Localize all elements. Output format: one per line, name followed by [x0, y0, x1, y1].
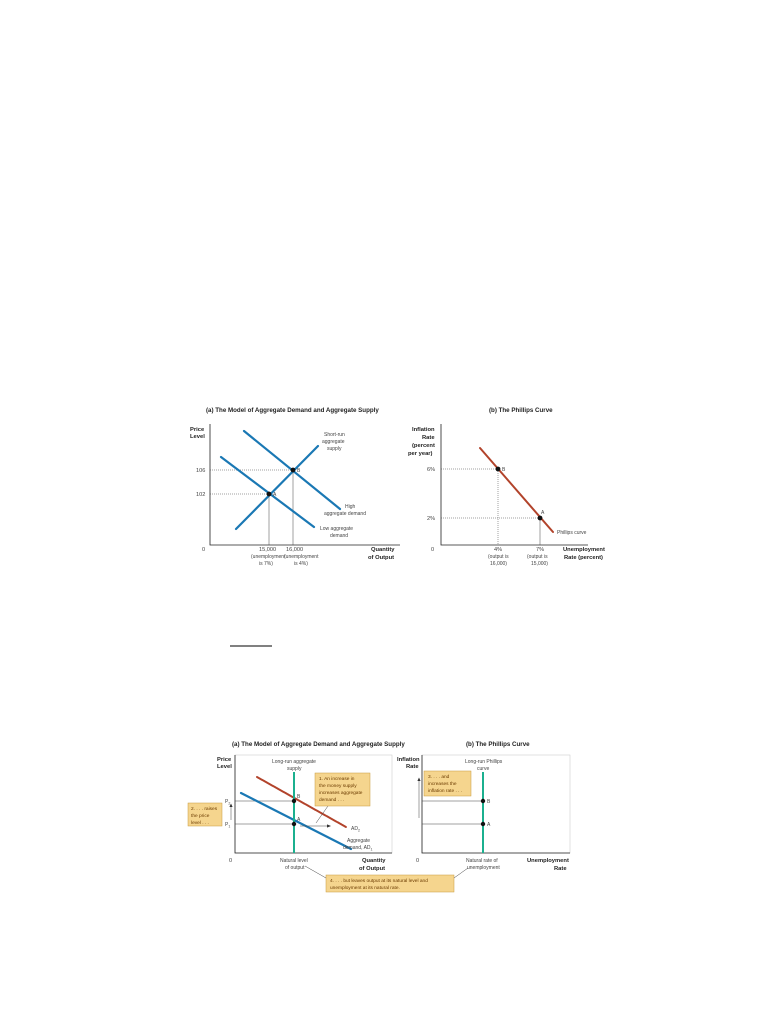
fig1a-xtick-15000-note1: (unemployment [251, 554, 286, 560]
fig2b-note3-line1: 3. . . . and [428, 775, 450, 780]
fig2b-ylabel-1: Inflation [397, 757, 420, 763]
fig1b-xtick-7: 7% [536, 547, 545, 553]
fig1b-ytick-6: 6% [427, 467, 436, 473]
fig2a-ytick-p2: $P_2$ [225, 799, 231, 806]
fig1b-phillips-label: Phillips curve [557, 530, 587, 536]
fig2a-lras-label-2: supply [287, 766, 302, 772]
fig1b-xtick-7-note1: (output is [527, 554, 548, 560]
fig1a-high-ad-label-1: High [345, 504, 356, 510]
fig2b-point-a [481, 822, 485, 826]
figure1b [408, 407, 605, 567]
fig2a-note2-line3: level . . . [191, 821, 209, 826]
fig1b-ylabel-1: Inflation [412, 427, 435, 433]
fig1b-point-a-label: A [541, 510, 545, 516]
fig2a-xlabel-1: Quantity [362, 858, 386, 864]
fig1a-ytick-106: 106 [196, 468, 206, 474]
fig1b-xtick-4-note2: 16,000) [490, 561, 507, 567]
fig1b-ytick-2: 2% [427, 516, 436, 522]
figure1a [190, 407, 400, 567]
fig2a-shift-arrow-head [327, 824, 331, 827]
fig2b-title: (b) The Phillips Curve [466, 741, 530, 748]
fig2a-ad2-label: $AD_2$ [351, 826, 360, 833]
fig1b-xtick-4: 4% [494, 547, 503, 553]
fig1a-sras-label-2: aggregate [322, 439, 345, 445]
fig1b-ylabel-4: per year) [408, 451, 433, 457]
fig2a-note2-line1: 2. . . . raises [191, 807, 218, 812]
fig1a-origin: 0 [202, 547, 206, 553]
fig2a-xlabel-2: of Output [359, 866, 386, 872]
fig2a-note4-pointer-right [454, 868, 468, 878]
fig1b-ylabel-2: Rate [422, 435, 435, 441]
fig1b-origin: 0 [431, 547, 435, 553]
fig1a-high-ad-label-2: aggregate demand [324, 511, 366, 517]
fig1a-sras-label-3: supply [327, 446, 342, 452]
fig2a-note1-line3: increases aggregate [319, 791, 363, 796]
fig1b-series-phillips [480, 448, 553, 532]
fig2b-xlabel-2: Rate [554, 866, 567, 872]
fig2b-origin: 0 [416, 858, 420, 864]
figure2b [397, 741, 570, 872]
fig2b-point-b-label: B [487, 799, 491, 805]
fig2a-note4-line2: unemployment at its natural rate. [330, 886, 400, 891]
fig2b-ylabel-2: Rate [406, 764, 419, 770]
fig2b-lrpc-label-1: Long-run Phillips [465, 759, 503, 765]
fig2b-arrow-up-head [417, 778, 420, 782]
fig1a-xlabel-1: Quantity [371, 547, 395, 553]
fig1a-low-ad-label-1: Low aggregate [320, 526, 354, 532]
fig2a-note1-line2: the money supply [319, 784, 357, 789]
fig2a-title: (a) The Model of Aggregate Demand and Aggregate Supply [232, 741, 405, 748]
fig1a-point-a [267, 492, 272, 497]
fig2a-ylabel-2: Level [217, 764, 232, 770]
fig1a-xtick-15000-note2: is 7%) [259, 561, 273, 567]
fig2a-point-a-label: A [297, 817, 301, 823]
fig1a-point-b [291, 468, 296, 473]
fig1a-xtick-15000: 15,000 [259, 547, 277, 553]
fig1a-low-ad-label-2: demand [330, 533, 349, 539]
fig2a-note1-pointer [316, 806, 328, 823]
fig1b-xtick-4-note1: (output is [488, 554, 509, 560]
fig1a-title: (a) The Model of Aggregate Demand and Aggregate Supply [206, 407, 379, 414]
fig1a-xtick-16000: 16,000 [286, 547, 304, 553]
fig1a-sras-label-1: Short-run [324, 432, 345, 438]
fig1b-title: (b) The Phillips Curve [489, 407, 553, 414]
fig2a-point-b [292, 799, 296, 803]
fig2b-xlabel-1: Unemployment [527, 858, 569, 864]
fig2b-xtick-natural: Natural rate of [466, 858, 498, 864]
fig2a-note2-line2: the price [191, 814, 210, 819]
fig1a-ylabel-1: Price [190, 427, 205, 433]
fig1a-point-a-label: A [273, 492, 277, 498]
fig2a-xtick-natural: Natural level [280, 858, 308, 864]
fig2b-note3-line3: inflation rate . . . [428, 789, 463, 794]
fig1a-point-b-label: B [297, 468, 301, 474]
fig2a-note4-line1: 4. . . . but leaves output at its natural level and [330, 879, 428, 884]
fig2a-note1-line1: 1. An increase in [319, 777, 355, 782]
fig1b-point-b-label: B [502, 467, 506, 473]
fig2a-lras-label-1: Long-run aggregate [272, 759, 316, 765]
fig2a-ad1-label-2: demand, $AD_1$ [343, 845, 373, 852]
fig2b-point-b [481, 799, 485, 803]
fig2a-ylabel-1: Price [217, 757, 232, 763]
fig2a-point-a [292, 822, 296, 826]
fig2a-note4-pointer-left [305, 866, 326, 878]
fig2a-xtick-natural-note: of output [285, 865, 305, 871]
fig2a-origin: 0 [229, 858, 233, 864]
fig1a-xtick-16000-note2: is 4%) [294, 561, 308, 567]
fig1b-xlabel-2: Rate (percent) [564, 555, 603, 561]
fig1b-point-a [538, 516, 543, 521]
fig2b-lrpc-label-2: curve [477, 766, 490, 772]
fig2b-frame [422, 755, 570, 853]
figure2a [188, 741, 468, 892]
fig1b-point-b [496, 467, 501, 472]
fig1a-xtick-16000-note1: (unemployment [284, 554, 319, 560]
fig2a-note1-line4: demand . . . [319, 798, 345, 803]
fig2a-ytick-p1: $P_1$ [225, 822, 231, 829]
fig1b-xtick-7-note2: 15,000) [531, 561, 548, 567]
fig2a-point-b-label: B [297, 794, 301, 800]
fig2a-ad1-label-1: Aggregate [347, 838, 371, 844]
fig1b-axes [441, 424, 588, 545]
fig2b-note3-line2: increases the [428, 782, 457, 787]
fig2b-xtick-natural-note: unemployment [467, 865, 500, 871]
fig1a-ylabel-2: Level [190, 434, 205, 440]
fig1b-ylabel-3: (percent [412, 443, 435, 449]
fig1a-xlabel-2: of Output [368, 555, 395, 561]
fig1a-ytick-102: 102 [196, 492, 206, 498]
fig1b-xlabel-1: Unemployment [563, 547, 605, 553]
fig2b-point-a-label: A [487, 822, 491, 828]
fig2b-axes [422, 755, 570, 853]
